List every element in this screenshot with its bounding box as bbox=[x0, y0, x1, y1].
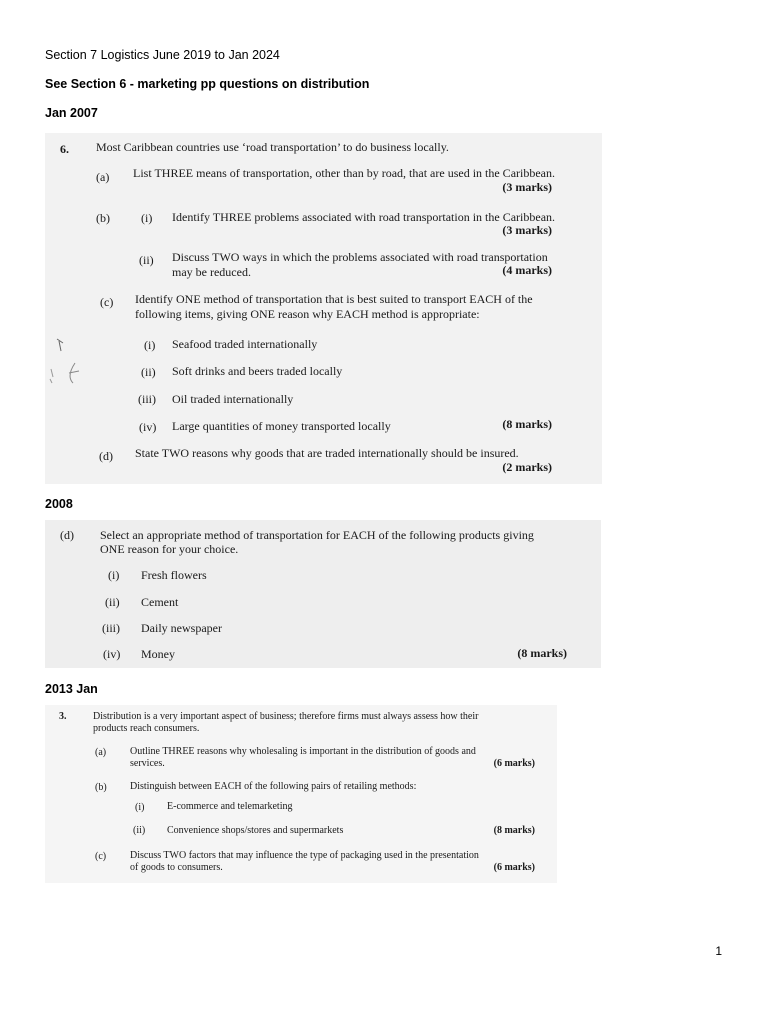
question-stem-line2: products reach consumers. bbox=[93, 723, 200, 734]
subpart-label: (ii) bbox=[105, 595, 120, 609]
part-c-text-line1: Discuss TWO factors that may influence the type of packaging used in the presentation bbox=[130, 850, 479, 861]
part-bii-marks: (4 marks) bbox=[502, 263, 552, 277]
pencil-scribble-mark bbox=[45, 333, 95, 393]
question-stem-line1: Distribution is a very important aspect of business; therefore firms must always assess how their bbox=[93, 711, 479, 722]
section-note: See Section 6 - marketing pp questions on distribution bbox=[45, 77, 370, 91]
part-a-text-line1: Outline THREE reasons why wholesaling is important in the distribution of goods and bbox=[130, 746, 476, 757]
part-ciii-text: Oil traded internationally bbox=[172, 392, 294, 406]
part-label: (d) bbox=[99, 449, 113, 463]
part-d-marks: (2 marks) bbox=[502, 460, 552, 474]
part-b-text: Distinguish between EACH of the following pairs of retailing methods: bbox=[130, 781, 417, 792]
part-label: (c) bbox=[100, 295, 114, 309]
part-c-marks: (8 marks) bbox=[502, 417, 552, 431]
item-ii-text: Cement bbox=[141, 595, 179, 609]
part-cii-text: Soft drinks and beers traded locally bbox=[172, 364, 343, 378]
year-heading-2008: 2008 bbox=[45, 497, 73, 511]
subpart-label: (ii) bbox=[141, 365, 156, 379]
question-number: 3. bbox=[59, 711, 67, 722]
item-iv-text: Money bbox=[141, 647, 175, 661]
question-stem: Most Caribbean countries use ‘road transportation’ to do business locally. bbox=[96, 140, 449, 154]
part-bi-text: E-commerce and telemarketing bbox=[167, 801, 293, 812]
item-iii-text: Daily newspaper bbox=[141, 621, 222, 635]
question-image-2013 bbox=[45, 705, 557, 883]
part-civ-text: Large quantities of money transported locally bbox=[172, 419, 391, 433]
question-image-2007 bbox=[45, 133, 602, 484]
subpart-label: (ii) bbox=[133, 825, 146, 836]
part-label: (a) bbox=[95, 747, 107, 758]
part-bi-marks: (3 marks) bbox=[502, 223, 552, 237]
subpart-label: (iv) bbox=[139, 420, 157, 434]
part-c-text-line2: following items, giving ONE reason why EACH method is appropriate: bbox=[135, 307, 480, 321]
subpart-label: (iii) bbox=[138, 392, 156, 406]
subpart-label: (ii) bbox=[139, 253, 154, 267]
subpart-label: (i) bbox=[135, 802, 145, 813]
part-b-marks: (8 marks) bbox=[493, 825, 535, 836]
year-heading-2007: Jan 2007 bbox=[45, 106, 98, 120]
part-label: (b) bbox=[96, 211, 110, 225]
subpart-label: (iv) bbox=[103, 647, 121, 661]
part-label: (c) bbox=[95, 851, 107, 862]
item-i-text: Fresh flowers bbox=[141, 568, 207, 582]
part-c-text-line2: of goods to consumers. bbox=[130, 862, 223, 873]
document-title: Section 7 Logistics June 2019 to Jan 2024 bbox=[45, 48, 280, 62]
part-bii-text-line1: Discuss TWO ways in which the problems associated with road transportation bbox=[172, 250, 548, 264]
part-a-text: List THREE means of transportation, other than by road, that are used in the Caribbean. bbox=[133, 166, 555, 180]
page-number: 1 bbox=[715, 944, 722, 958]
part-label: (b) bbox=[95, 782, 107, 793]
question-image-2008 bbox=[45, 520, 601, 668]
part-d-marks: (8 marks) bbox=[517, 646, 567, 660]
question-number: 6. bbox=[60, 142, 69, 156]
part-d-text-line1: Select an appropriate method of transportation for EACH of the following products giving bbox=[100, 528, 534, 542]
part-bii-text: Convenience shops/stores and supermarkets bbox=[167, 825, 344, 836]
subpart-label: (i) bbox=[141, 211, 153, 225]
part-label: (a) bbox=[96, 170, 110, 184]
part-ci-text: Seafood traded internationally bbox=[172, 337, 318, 351]
part-c-text-line1: Identify ONE method of transportation that is best suited to transport EACH of the bbox=[135, 292, 533, 306]
part-c-marks: (6 marks) bbox=[493, 862, 535, 873]
part-label: (d) bbox=[60, 528, 74, 542]
subpart-label: (i) bbox=[144, 338, 156, 352]
part-d-text-line2: ONE reason for your choice. bbox=[100, 542, 239, 556]
year-heading-2013: 2013 Jan bbox=[45, 682, 98, 696]
part-a-text-line2: services. bbox=[130, 758, 165, 769]
subpart-label: (i) bbox=[108, 568, 120, 582]
part-bi-text: Identify THREE problems associated with road transportation in the Caribbean. bbox=[172, 210, 556, 224]
part-bii-text-line2: may be reduced. bbox=[172, 265, 251, 279]
part-a-marks: (6 marks) bbox=[493, 758, 535, 769]
part-d-text: State TWO reasons why goods that are traded internationally should be insured. bbox=[135, 446, 519, 460]
subpart-label: (iii) bbox=[102, 621, 120, 635]
part-a-marks: (3 marks) bbox=[502, 180, 552, 194]
